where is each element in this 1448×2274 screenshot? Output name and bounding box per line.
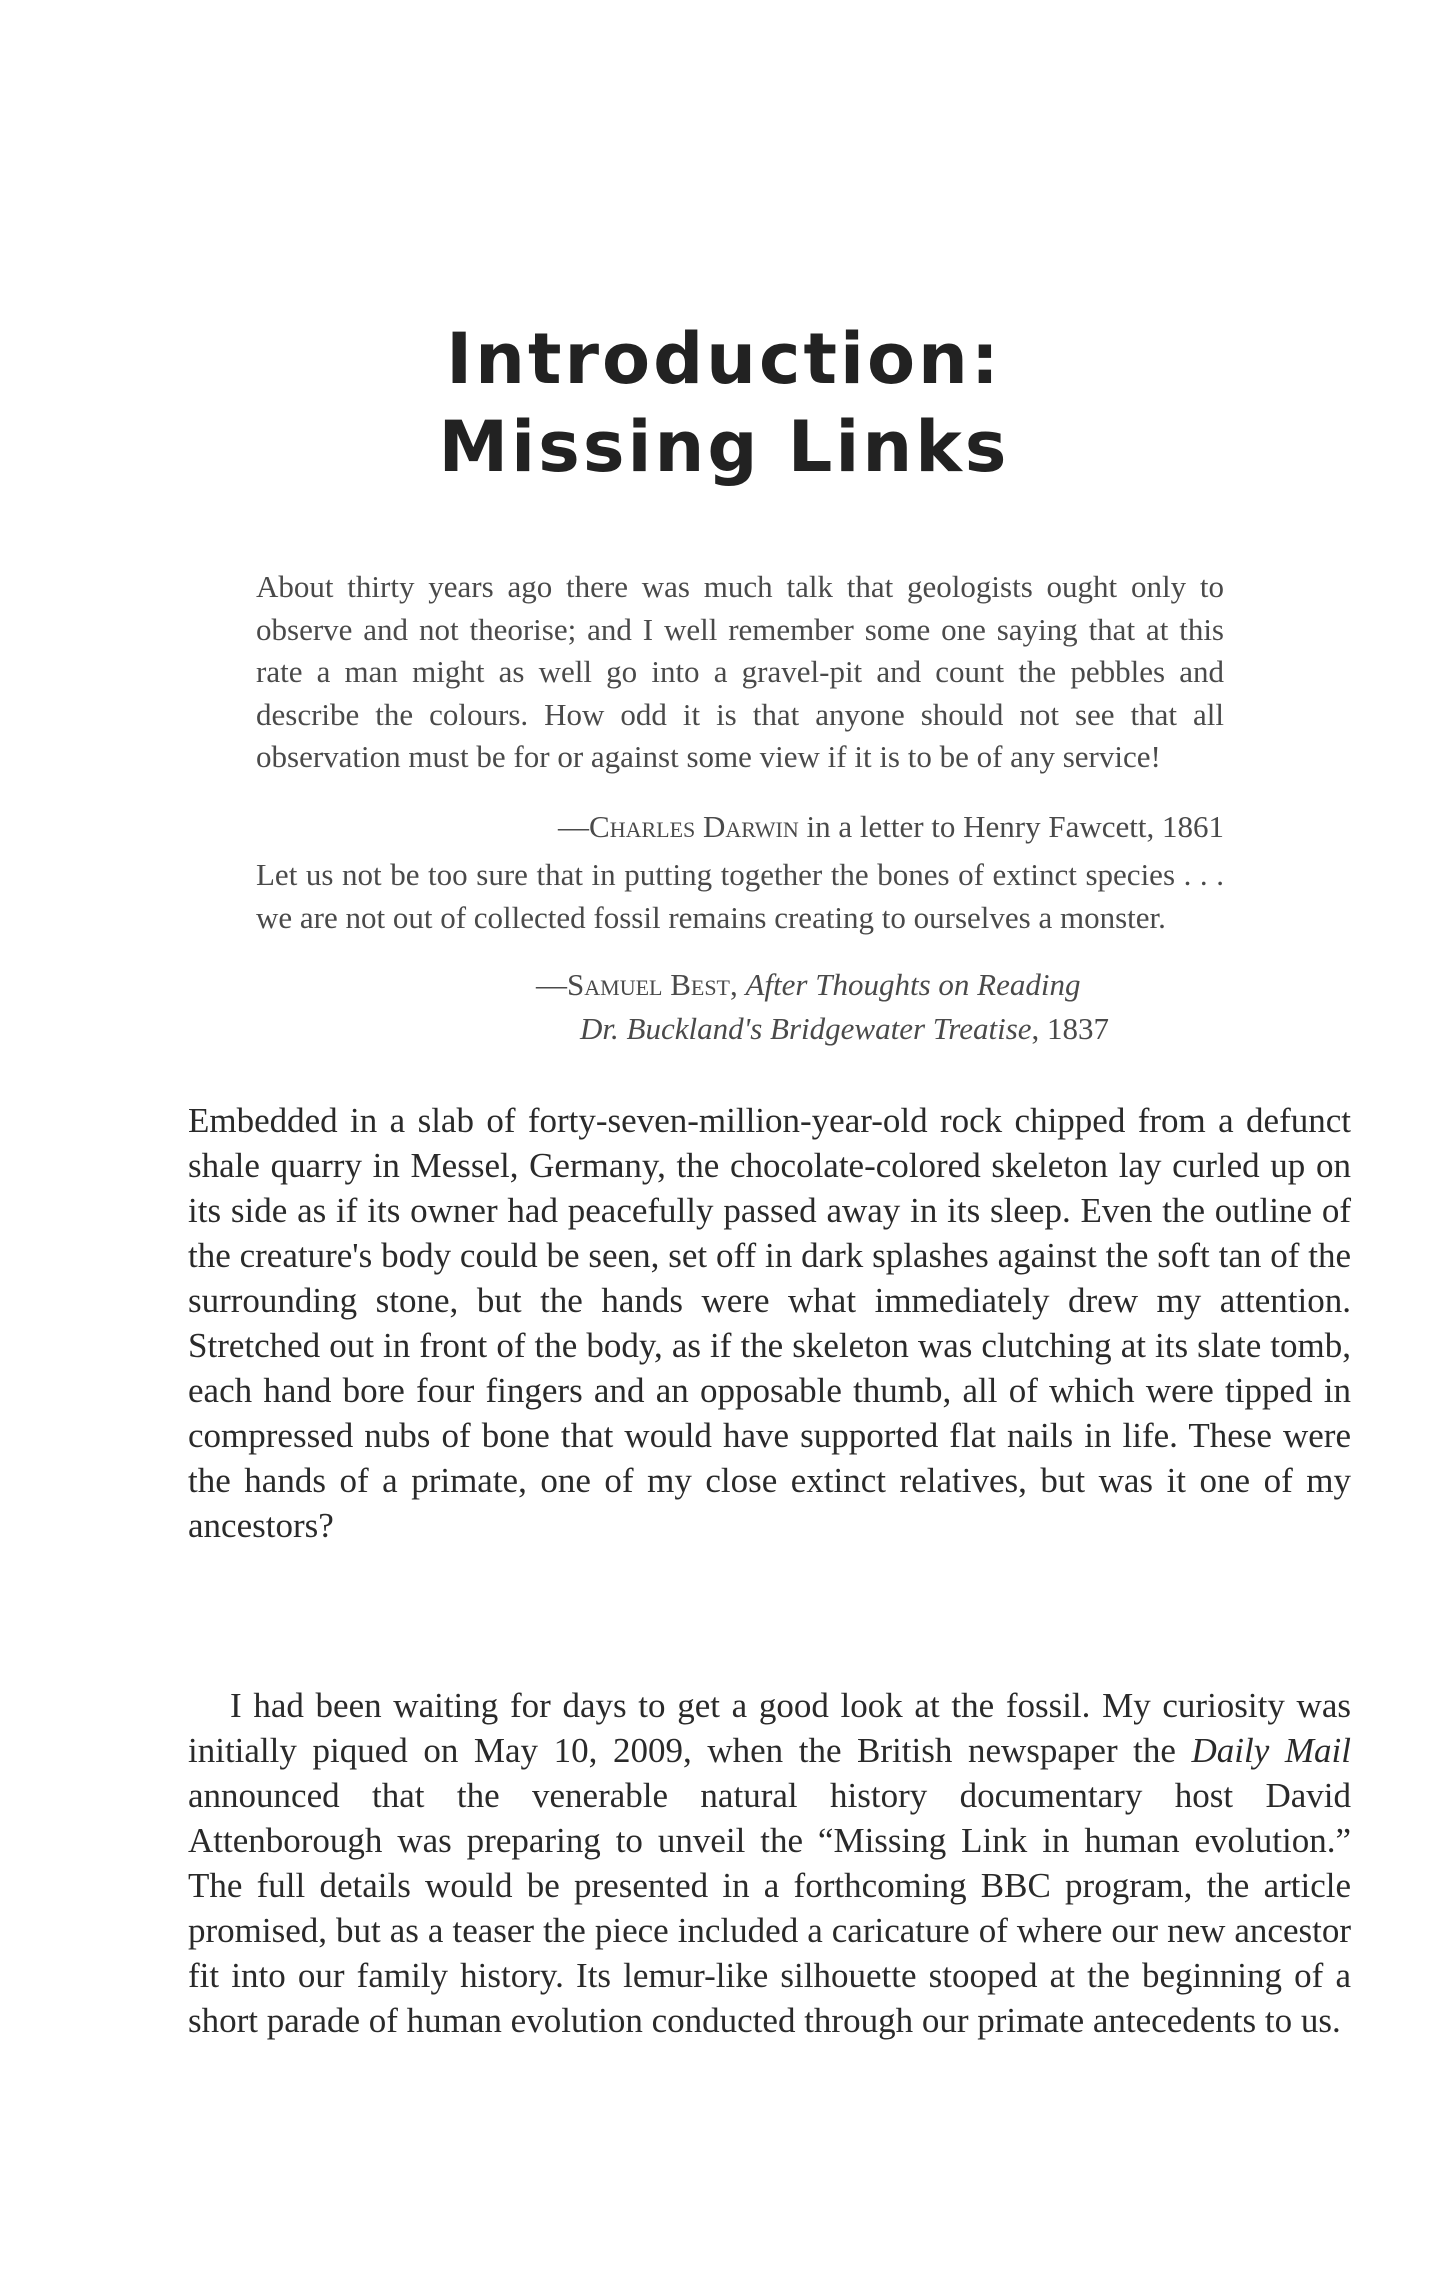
epigraph-1-source: in a letter to Henry Fawcett, 1861 [798, 809, 1224, 844]
epigraph-1-author: Charles Darwin [589, 809, 799, 844]
epigraph-2-attribution-line-2 [580, 1008, 1109, 1051]
epigraph-2-work-line-1: After Thoughts on Reading [745, 967, 1081, 1002]
epigraph-2-year: , 1837 [1031, 1011, 1110, 1046]
epigraph-2-author: Samuel Best [567, 967, 730, 1002]
paragraph-2-part-2: announced that the venerable natural history documentary host David Attenborough was preparing to unveil the “Missing Link in human evolution.” The full details would be presented in a forthcoming BBC program, the article promised, but as a teaser the piece included a caricature of where our new ancestor fit into our family history. Its lemur-like silhouette stooped at the beginning of a short parade of human evolution conducted through our primate antecedents to us. [188, 1776, 1351, 2040]
epigraph-1-dash: — [558, 809, 590, 844]
chapter-title-line-1: Introduction: [446, 318, 1002, 400]
epigraph-2-attribution-line-1 [536, 964, 1080, 1007]
body-paragraph-2 [188, 1683, 1351, 2043]
epigraph-2-work-line-2: Dr. Buckland's Bridgewater Treatise [580, 1011, 1032, 1046]
epigraph-1-attribution [558, 806, 1224, 849]
epigraph-2-separator: , [730, 967, 746, 1002]
epigraph-2-text: Let us not be too sure that in putting together the bones of extinct species . . . we are not out of collected fossil remains creating to ourselves a monster. [256, 857, 1224, 935]
epigraph-1-text: About thirty years ago there was much talk that geologists ought only to observe and not theorise; and I well remember some one saying that at this rate a man might as well go into a gravel-pit and count the pebbles and describe the colours. How odd it is that anyone should not see that all observation must be for or against some view if it is to be of any service! [256, 569, 1224, 774]
chapter-title-line-2: Missing Links [438, 406, 1010, 488]
newspaper-name: Daily Mail [1191, 1731, 1351, 1770]
epigraph-2-dash: — [536, 967, 567, 1002]
body-paragraph-1: Embedded in a slab of forty-seven-million-year-old rock chipped from a defunct shale quarry in Messel, Germany, the chocolate-colored skeleton lay curled up on its side as if its owner had peacefully passed away in its sleep. Even the outline of the creature's body could be seen, set off in dark splashes against the soft tan of the surrounding stone, but the hands were what immediately drew my attention. Stretched out in front of the body, as if the skeleton was clutching at its slate tomb, each hand bore four fingers and an opposable thumb, all of which were tipped in compressed nubs of bone that would have supported flat nails in life. These were the hands of a primate, one of my close extinct relatives, but was it one of my ancestors? [188, 1101, 1351, 1545]
paragraph-2-part-1: I had been waiting for days to get a good look at the fossil. My curiosity was initially piqued on May 10, 2009, when the British newspaper the [188, 1686, 1351, 1770]
